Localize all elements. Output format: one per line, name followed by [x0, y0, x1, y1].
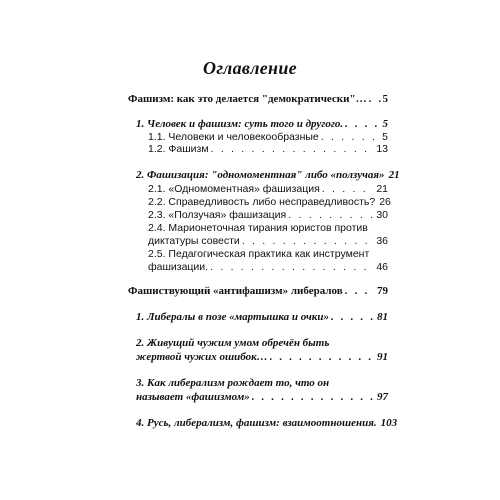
- toc-page-number: 5: [382, 131, 388, 143]
- toc-entry-chapter-3-liberals: [136, 390, 388, 404]
- toc-entry-chapter-2: [136, 168, 400, 182]
- toc-entry-chapter-3-liberals-line1: 3. Как либерализм рождает то, что он: [136, 377, 330, 389]
- toc-page-number: 36: [376, 235, 388, 247]
- leader-dots: [322, 182, 375, 196]
- leader-dots: [242, 234, 375, 248]
- toc-page-number: 79: [377, 285, 388, 297]
- toc-entry-label: 1. Человек и фашизм: суть того и другого.: [136, 118, 344, 130]
- toc-entry-chapter-1: [136, 117, 388, 131]
- toc-entry-label: 1.1. Человеки и человекообразные: [148, 131, 319, 143]
- toc-entry-label: 2.1. «Одномоментная» фашизация: [148, 183, 320, 195]
- toc-entry-chapter-2-liberals: [136, 350, 388, 364]
- leader-dots: [270, 350, 375, 364]
- toc-entry-chapter-1-liberals: [136, 310, 388, 324]
- toc-entry-section-2-3: [148, 208, 388, 222]
- toc-page-number: 81: [377, 311, 388, 323]
- toc-entry-part-2: [128, 284, 388, 298]
- toc-entry-section-1-2: [148, 142, 388, 156]
- toc-page-number: 103: [380, 417, 398, 429]
- toc-page-number: 91: [377, 351, 388, 363]
- toc-entry-section-2-5-line1: 2.5. Педагогическая практика как инструмент: [148, 248, 370, 260]
- toc-entry-label: диктатуры совести: [148, 235, 240, 247]
- toc-entry-section-2-4-line1: 2.4. Марионеточная тирания юристов против: [148, 222, 368, 234]
- toc-page-number: 26: [379, 196, 391, 208]
- leader-dots: [345, 284, 375, 298]
- toc-page-number: 30: [376, 209, 388, 221]
- toc-page-number: 5: [382, 93, 388, 105]
- toc-entry-label: 2.3. «Ползучая» фашизация: [148, 209, 287, 221]
- toc-page-number: 13: [376, 143, 388, 155]
- toc-entry-label: 2. Фашизация: "одномоментная" либо «ползучая»: [136, 169, 385, 181]
- toc-entry-label: называет «фашизмом»: [136, 391, 250, 403]
- leader-dots: [331, 310, 375, 324]
- toc-entry-label: Фашизм: как это делается "демократически"…: [128, 93, 367, 105]
- leader-dots: [288, 208, 374, 222]
- toc-entry-label: 2.2. Справедливость либо несправедливость?: [148, 196, 376, 208]
- toc-entry-label: 1. Либералы в позе «мартышка и очки»: [136, 311, 329, 323]
- toc-entry-section-2-4: [148, 234, 388, 248]
- toc-entry-part-1: [128, 92, 388, 106]
- toc-entry-label: Фашиствующий «антифашизм» либералов: [128, 285, 343, 297]
- leader-dots: [252, 390, 375, 404]
- toc-entry-section-2-5: [148, 260, 388, 274]
- toc-page-number: 97: [377, 391, 388, 403]
- page-title: Оглавление: [203, 58, 297, 78]
- leader-dots: [369, 92, 381, 106]
- leader-dots: [211, 142, 375, 156]
- leader-dots: [345, 117, 380, 131]
- toc-page-number: 21: [388, 169, 400, 181]
- toc-entry-label: фашизации.: [148, 261, 209, 273]
- toc-entry-chapter-2-liberals-line1: 2. Живущий чужим умом обречён быть: [136, 337, 330, 349]
- toc-entry-chapter-4-liberals: [136, 416, 398, 430]
- toc-entry-label: 4. Русь, либерализм, фашизм: взаимоотношения.: [136, 417, 377, 429]
- toc-entry-label: 1.2. Фашизм: [148, 143, 209, 155]
- toc-page-number: 5: [382, 118, 388, 130]
- toc-page-number: 46: [376, 261, 388, 273]
- toc-page-number: 21: [376, 183, 388, 195]
- toc-entry-section-2-2: [148, 195, 391, 209]
- toc-entry-section-2-1: [148, 182, 388, 196]
- toc-entry-label: жертвой чужих ошибок…: [136, 351, 268, 363]
- leader-dots: [210, 260, 374, 274]
